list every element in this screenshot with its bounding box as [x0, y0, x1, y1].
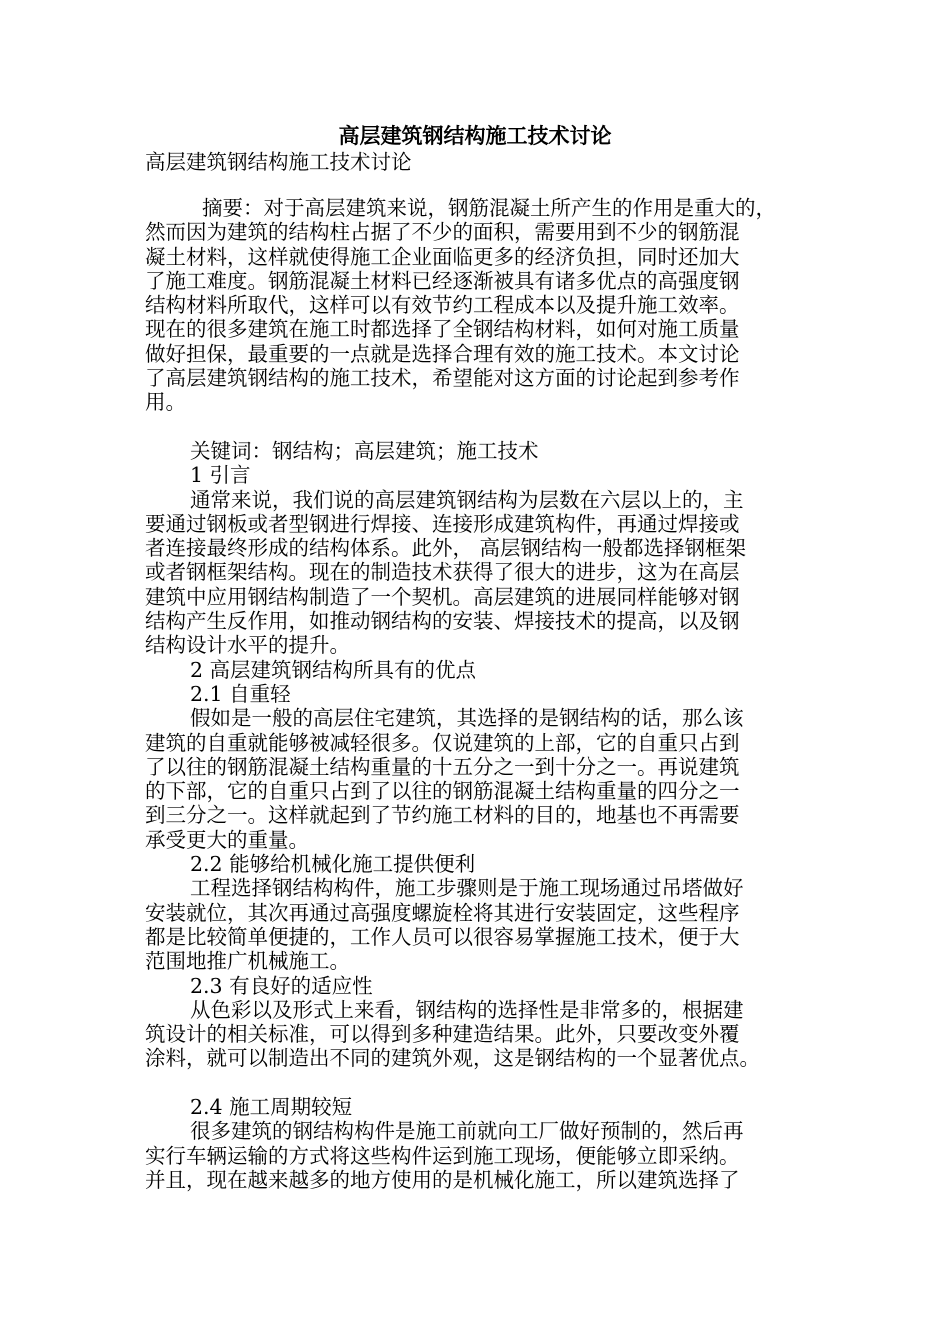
abstract-line: 摘要：对于高层建筑来说，钢筋混凝土所产生的作用是重大的， — [202, 196, 776, 220]
abstract-line: 现在的很多建筑在施工时都选择了全钢结构材料，如何对施工质量 — [145, 317, 740, 342]
section-heading: 1 引言 — [190, 463, 251, 488]
paragraph-line: 通常来说，我们说的高层建筑钢结构为层数在六层以上的，主 — [190, 487, 744, 512]
abstract-line: 凝土材料，这样就使得施工企业面临更多的经济负担，同时还加大 — [145, 244, 740, 269]
paragraph-line: 结构设计水平的提升。 — [145, 633, 350, 658]
abstract-line: 了高层建筑钢结构的施工技术，希望能对这方面的讨论起到参考作 — [145, 366, 740, 391]
document-subtitle: 高层建筑钢结构施工技术讨论 — [145, 150, 412, 174]
paragraph-line: 承受更大的重量。 — [145, 827, 309, 852]
paragraph-line: 或者钢框架结构。现在的制造技术获得了很大的进步，这为在高层 — [145, 560, 740, 585]
paragraph-line: 要通过钢板或者型钢进行焊接、连接形成建筑构件，再通过焊接或 — [145, 511, 740, 536]
paragraph-line: 建筑中应用钢结构制造了一个契机。高层建筑的进展同样能够对钢 — [145, 584, 740, 609]
paragraph-line: 范围地推广机械施工。 — [145, 949, 350, 974]
blank-line — [145, 1071, 825, 1095]
keywords: 关键词：钢结构；高层建筑；施工技术 — [190, 438, 539, 463]
paragraph-line: 工程选择钢结构构件，施工步骤则是于施工现场通过吊塔做好 — [190, 876, 744, 901]
document-body — [145, 196, 825, 1192]
paragraph-line: 的下部，它的自重只占到了以往的钢筋混凝土结构重量的四分之一 — [145, 779, 740, 804]
subsection-heading: 2.2 能够给机械化施工提供便利 — [190, 852, 476, 877]
paragraph-line: 都是比较简单便捷的，工作人员可以很容易掌握施工技术，便于大 — [145, 924, 740, 949]
abstract-line: 用。 — [145, 390, 186, 415]
subsection-heading: 2.4 施工周期较短 — [190, 1094, 353, 1119]
paragraph-line: 筑设计的相关标准，可以得到多种建造结果。此外，只要改变外覆 — [145, 1022, 740, 1047]
paragraph-line: 建筑的自重就能够被减轻很多。仅说建筑的上部，它的自重只占到 — [145, 730, 740, 755]
paragraph-line: 了以往的钢筋混凝土结构重量的十五分之一到十分之一。再说建筑 — [145, 754, 740, 779]
paragraph-line: 结构产生反作用，如推动钢结构的安装、焊接技术的提高，以及钢 — [145, 609, 740, 634]
blank-line — [145, 415, 825, 439]
paragraph-line: 假如是一般的高层住宅建筑，其选择的是钢结构的话，那么该 — [190, 706, 744, 731]
abstract-line: 然而因为建筑的结构柱占据了不少的面积，需要用到不少的钢筋混 — [145, 220, 740, 245]
paragraph-line: 安装就位，其次再通过高强度螺旋栓将其进行安装固定，这些程序 — [145, 900, 740, 925]
paragraph-line: 到三分之一。这样就起到了节约施工材料的目的，地基也不再需要 — [145, 803, 740, 828]
paragraph-line: 从色彩以及形式上来看，钢结构的选择性是非常多的，根据建 — [190, 997, 744, 1022]
paragraph-line: 实行车辆运输的方式将这些构件运到施工现场，便能够立即采纳。 — [145, 1143, 740, 1168]
section-heading: 2 高层建筑钢结构所具有的优点 — [190, 657, 477, 682]
subsection-heading: 2.1 自重轻 — [190, 681, 291, 706]
abstract-line: 了施工难度。钢筋混凝土材料已经逐渐被具有诸多优点的高强度钢 — [145, 268, 740, 293]
subsection-heading: 2.3 有良好的适应性 — [190, 973, 373, 998]
paragraph-line: 者连接最终形成的结构体系。此外， 高层钢结构一般都选择钢框架 — [145, 536, 747, 561]
abstract-line: 做好担保，最重要的一点就是选择合理有效的施工技术。本文讨论 — [145, 341, 740, 366]
paragraph-line: 涂料，就可以制造出不同的建筑外观，这是钢结构的一个显著优点。 — [145, 1046, 760, 1071]
document-title: 高层建筑钢结构施工技术讨论 — [338, 123, 612, 148]
paragraph-line: 很多建筑的钢结构构件是施工前就向工厂做好预制的，然后再 — [190, 1119, 744, 1144]
paragraph-line: 并且，现在越来越多的地方使用的是机械化施工，所以建筑选择了 — [145, 1167, 740, 1192]
abstract-line: 结构材料所取代，这样可以有效节约工程成本以及提升施工效率。 — [145, 293, 740, 318]
